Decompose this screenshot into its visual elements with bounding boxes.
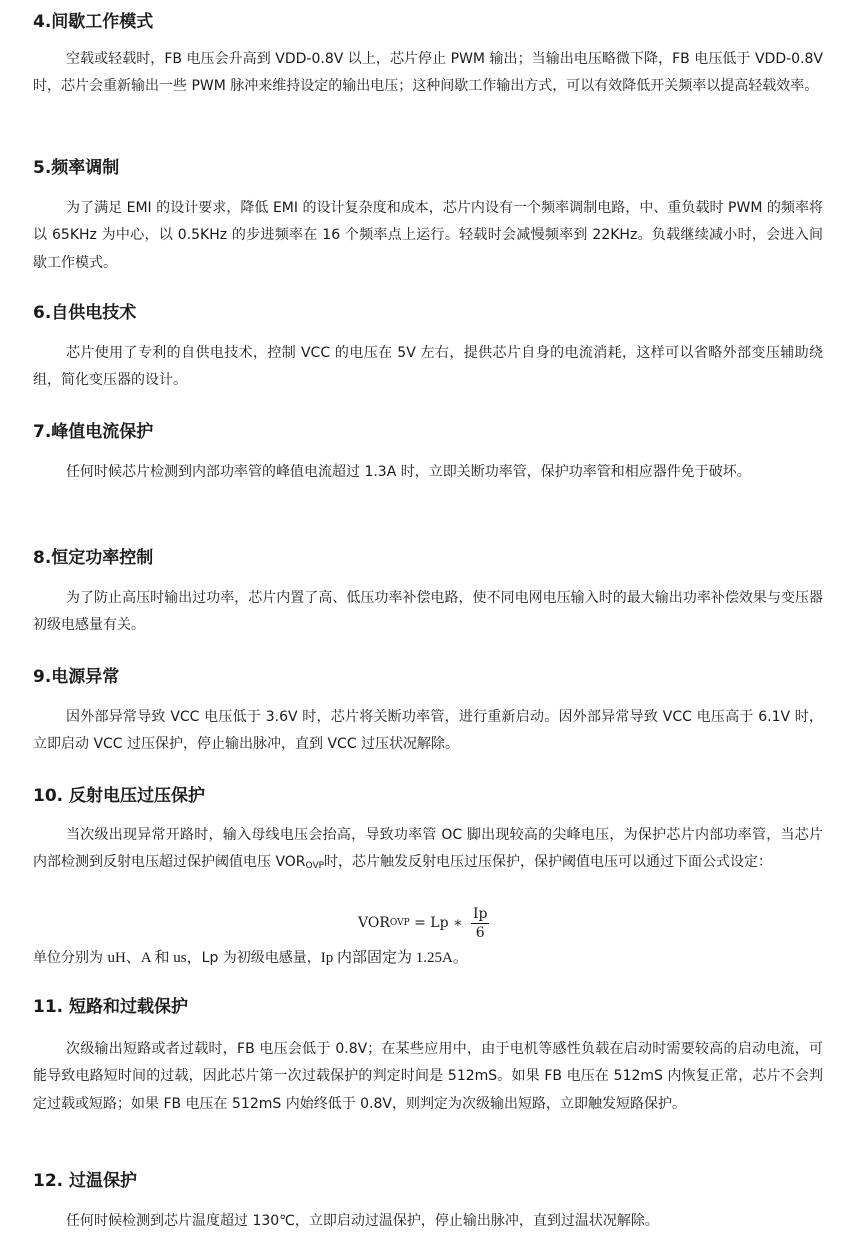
formula-numerator: Ip [472, 905, 488, 922]
section-heading-7: 7.峰值电流保护 [33, 422, 154, 442]
section-heading-5: 5.频率调制 [33, 158, 120, 178]
section-body-5: 为了满足 EMI 的设计要求，降低 EMI 的设计复杂度和成本，芯片内设有一个频率调制电路，中、重负载时 PWM 的频率将以 65KHz 为中心，以 0.5KHz 的步进频率在 16 个频率点上运行。轻载时会减慢频率到 22KHz。负载继续减小时，会进入间歇工作模式。 [33, 200, 823, 271]
units-text-a: 单位分别为 [33, 950, 108, 966]
section-body-7: 任何时候芯片检测到内部功率管的峰值电流超过 1.3A 时，立即关断功率管，保护功率管和相应器件免于破坏。 [66, 464, 751, 480]
section-body-4: 空载或轻载时，FB 电压会升高到 VDD-0.8V 以上，芯片停止 PWM 输出；当输出电压略微下降，FB 电压低于 VDD-0.8V 时，芯片会重新输出一些 PWM 脉冲来维持设定的输出电压；这种间歇工作输出方式，可以有效降低开关频率以提高轻载效率。 [33, 51, 823, 95]
section-body-10 [33, 822, 823, 877]
section-heading-9: 9.电源异常 [33, 667, 120, 687]
section-heading-11: 11. 短路和过载保护 [33, 997, 189, 1017]
formula-lhs: VOR [358, 915, 390, 931]
section-body-11: 次级输出短路或者过载时，FB 电压会低于 0.8V；在某些应用中，由于电机等感性负载在启动时需要较高的启动电流，可能导致电路短时间的过载，因此芯片第一次过载保护的判定时间是 512mS。如果 FB 电压在 512mS 内恢复正常，芯片不会判定过载或短路；如果 FB 电压在 512mS 内始终低于 0.8V，则判定为次级输出短路，立即触发短路保护。 [33, 1041, 823, 1112]
section-body-6: 芯片使用了专利的自供电技术，控制 VCC 的电压在 5V 左右，提供芯片自身的电流消耗，这样可以省略外部变压辅助绕组，简化变压器的设计。 [33, 345, 823, 389]
section-body-8: 为了防止高压时输出过功率，芯片内置了高、低压功率补偿电路，使不同电网电压输入时的最大输出功率补偿效果与变压器初级电感量有关。 [33, 590, 823, 634]
section-heading-4: 4.间歇工作模式 [33, 12, 154, 32]
units-text-b: uH、A 和 us， [107, 950, 202, 966]
section-body-10-part2: 时，芯片触发反射电压过压保护，保护阈值电压可以通过下面公式设定： [324, 854, 773, 871]
section-heading-8: 8.恒定功率控制 [33, 548, 154, 568]
section-heading-10: 10. 反射电压过压保护 [33, 786, 206, 806]
vor-ovp-subscript: OVP [305, 861, 325, 872]
section-body-10-part1: 当次级出现异常开路时，输入母线电压会抬高，导致功率管 OC 脚出现较高的尖峰电压，为保护芯片内部功率管，当芯片内部检测到反射电压超过保护阈值电压 VOR [33, 827, 823, 871]
formula-units-line [33, 945, 468, 972]
section-body-12: 任何时候检测到芯片温度超过 130℃，立即启动过温保护，停止输出脉冲，直到过温状况解除。 [66, 1213, 659, 1229]
formula-operator: = Lp ∗ [409, 915, 467, 931]
vor-formula: VOR OVP = Lp ∗ $\frac{Ip}{6}$ [358, 905, 488, 941]
section-heading-6: 6.自供电技术 [33, 303, 137, 323]
section-body-9: 因外部异常导致 VCC 电压低于 3.6V 时，芯片将关断功率管，进行重新启动。因外部异常导致 VCC 电压高于 6.1V 时，立即启动 VCC 过压保护，停止输出脉冲，直到 VCC 过压状况解除。 [33, 709, 823, 753]
formula-fraction [471, 905, 490, 942]
units-text-d: Ip 内部固定为 1.25A。 [320, 950, 468, 966]
formula-denominator: 6 [475, 924, 485, 941]
section-heading-12: 12. 过温保护 [33, 1171, 138, 1191]
units-text-c: Lp 为初级电感量， [201, 950, 321, 966]
